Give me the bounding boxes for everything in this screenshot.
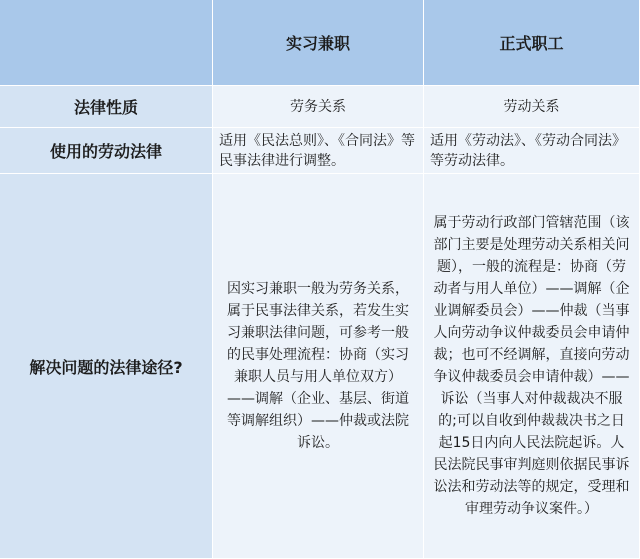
header-intern-parttime: 实习兼职: [213, 0, 424, 86]
cell-legal-nature-intern: 劳务关系: [213, 86, 424, 128]
row-label-applicable-law: 使用的劳动法律: [0, 128, 213, 174]
row-label-legal-remedy: 解决问题的法律途径?: [0, 174, 213, 559]
cell-legal-remedy-formal: 属于劳动行政部门管辖范围（该部门主要是处理劳动关系相关问题），一般的流程是：协商（劳动者与用人单位）——调解（企业调解委员会）——仲裁（当事人向劳动争议仲裁委员会申请仲裁；也可不经调解，直接向劳动争议仲裁委员会申请仲裁）——诉讼（当事人对仲裁裁决不服的;可以自收到仲裁裁决书之日起15日内向人民法院起诉。人民法院民事审判庭则依据民事诉讼法和劳动法等的规定，受理和审理劳动争议案件。）: [424, 174, 640, 559]
header-corner-cell: [0, 0, 213, 86]
cell-applicable-law-formal: 适用《劳动法》、《劳动合同法》等劳动法律。: [424, 128, 640, 174]
cell-legal-nature-formal: 劳动关系: [424, 86, 640, 128]
header-formal-employee: 正式职工: [424, 0, 640, 86]
cell-applicable-law-intern: 适用《民法总则》、《合同法》等民事法律进行调整。: [213, 128, 424, 174]
row-label-legal-nature: 法律性质: [0, 86, 213, 128]
cell-legal-remedy-intern: 因实习兼职一般为劳务关系，属于民事法律关系，若发生实习兼职法律问题，可参考一般的民事处理流程：协商（实习兼职人员与用人单位双方）——调解（企业、基层、街道等调解组织）——仲裁或法院诉讼。: [213, 174, 424, 559]
